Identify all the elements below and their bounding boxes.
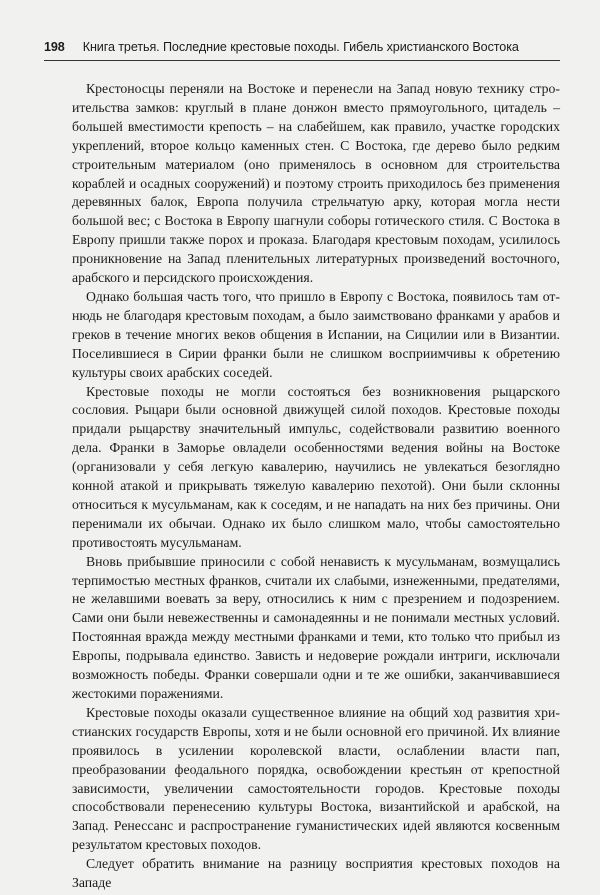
page-number: 198 <box>44 40 65 54</box>
running-title: Книга третья. Последние крестовые походы. Гибель христианского Востока <box>82 40 519 54</box>
body-text <box>72 80 560 893</box>
paragraph: Следует обратить внимание на разницу восприятия крестовых походов на Западе <box>72 856 560 891</box>
paragraph: Крестовые походы не могли состояться без возникновения рыцарского сословия. Рыцари были основной движущей силой походов. Крестовые походы придали рыцарству значительный импульс, содействовали развитию военного дела. Франки в Заморье овладели особенностями ведения войны на Востоке (организовали у себя легкую кавалерию, научились не увлекаться безоглядно конной атакой и прикрывать тяжелую кавалерию пехотой). Они были склонны относиться к мусульманам, как к соседям, и не нападать на них без причины. Они перенимали их обычаи. Однако их было слишком мало, чтобы самостоятельно противостоять мусульманам. <box>72 383 560 550</box>
running-header <box>44 40 554 54</box>
paragraph: Крестовые походы оказали существенное влияние на общий ход развития христианских государств Европы, хотя и не были основной его причиной. Их влияние проявилось в усилении королевской власти, ослаблении власти пап, преобразовании феодального порядка, освобождении крестьян от крепостной зависимости, увеличении самостоятельности городов. Крестовые походы способствовали перенесению культуры Востока, византийской и арабской, на Запад. Ренессанс и распространение гуманистических идей являются косвенным результатом крестовых походов. <box>72 704 560 853</box>
header-rule <box>44 60 560 61</box>
paragraph: Однако большая часть того, что пришло в Европу с Востока, появилось там отнюдь не благодаря крестовым походам, а было заимствовано франками у арабов и греков в течение многих веков общения в Испании, на Сицилии или в Византии. Поселившиеся в Сирии франки были не слишком восприимчивы к обретению культуры своих арабских соседей. <box>72 288 560 380</box>
paragraph: Крестоносцы переняли на Востоке и перенесли на Запад новую технику строительства замков: круглый в плане донжон вместо прямоугольного, цитадель – большей вместимости крепость – на слабейшем, как правило, участке городских укреплений, второе кольцо каменных стен. С Востока, где дерево было редким строительным материалом (оно применялось в основном для строительства кораблей и осадных сооружений) и поэтому строить приходилось без применения деревянных балок, Европа получила стрельчатую арку, которая могла нести большой вес; с Востока в Европу шагнули соборы готического стиля. С Востока в Европу пришли также порох и проказа. Благодаря крестовым походам, усилилось проникновение на Запад пленительных литературных произведений восточного, арабского и персидского происхождения. <box>72 81 560 286</box>
paragraph: Вновь прибывшие приносили с собой ненависть к мусульманам, возмущались терпимостью местных франков, считали их слабыми, изнеженными, предателями, не желавшими воевать за веру, относились к ним с презрением и подозрением. Сами они были невежественны и самонадеянны и не понимали местных условий. Постоянная вражда между местными франками и теми, кто только что прибыл из Европы, подрывала единство. Зависть и недоверие рождали интриги, исключали возможность победы. Франки совершали одни и те же ошибки, заканчивавшиеся жестокими поражениями. <box>72 553 560 701</box>
